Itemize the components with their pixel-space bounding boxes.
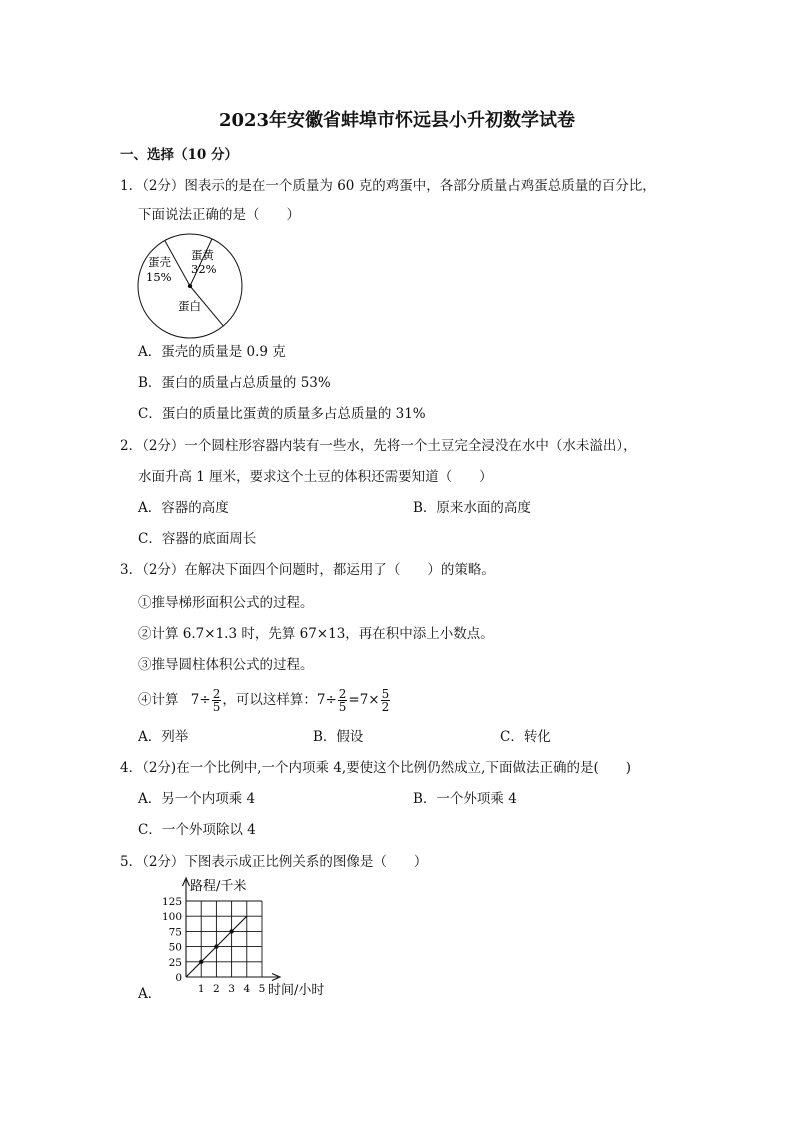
question-1-cont: 下面说法正确的是（ ） [138, 207, 300, 223]
y-tick-label: 75 [168, 926, 182, 939]
question-2-option-c[interactable]: C．容器的底面周长 [138, 531, 257, 547]
question-2-cont: 水面升高 1 厘米，要求这个土豆的体积还需要知道（ ） [138, 469, 493, 485]
question-2-option-b[interactable]: B．原来水面的高度 [413, 500, 531, 516]
question-5-option-a[interactable]: A． [138, 986, 162, 1002]
question-1-lead: 1．（2分）图表示的是在一个质量为 60 克的鸡蛋中，各部分质量占鸡蛋总质量的百分比， [120, 178, 656, 194]
x-tick-label: 4 [243, 983, 251, 995]
pie-label-shell: 蛋壳 [148, 255, 171, 269]
fraction-five-halves: $\frac{5}{2}$ [381, 687, 390, 714]
question-2-option-a[interactable]: A．容器的高度 [138, 500, 229, 516]
pie-center-dot [188, 284, 192, 288]
x-tick-label: 1 [197, 983, 205, 995]
x-tick-label: 5 [258, 983, 266, 995]
question-3-item-3: ③推导圆柱体积公式的过程。 [138, 657, 314, 673]
expr-seven: 7 [190, 692, 200, 708]
question-3-option-c[interactable]: C．转化 [500, 729, 551, 745]
item-4-prefix: ④计算 [138, 692, 179, 708]
question-3-item-2: ②计算 6.7×1.3 时，先算 67×13，再在积中添上小数点。 [138, 626, 494, 642]
question-3-item-1: ①推导梯形面积公式的过程。 [138, 595, 314, 611]
section-heading: 一、选择（10 分） [120, 147, 238, 163]
data-point [214, 944, 218, 948]
question-2-lead: 2．（2分）一个圆柱形容器内装有一些水，先将一个土豆完全浸没在水中（水未溢出）， [120, 438, 637, 454]
fraction-two-fifths: $\frac{2}{5}$ [212, 687, 221, 714]
question-1-option-c[interactable]: C．蛋白的质量比蛋黄的质量多占总质量的 31% [138, 406, 426, 422]
question-3-option-a[interactable]: A．列举 [138, 729, 189, 745]
question-4-option-c[interactable]: C．一个外项除以 4 [138, 822, 256, 838]
pie-label-yolk: 蛋黄 [191, 248, 214, 262]
pie-label-white: 蛋白 [178, 299, 201, 313]
question-4-lead: 4．（2分)在一个比例中,一个内项乘 4,要使这个比例仍然成立,下面做法正确的是( ) [120, 760, 631, 776]
x-tick-label: 3 [228, 983, 235, 995]
chart-x-axis-label: 时间/小时 [268, 983, 325, 997]
y-tick-label: 25 [168, 956, 182, 969]
question-4-option-a[interactable]: A．另一个内项乘 4 [138, 791, 256, 807]
data-point [199, 960, 203, 964]
item-4-mid: ，可以这样算： [222, 692, 317, 708]
y-tick-label: 125 [161, 896, 182, 908]
y-tick-label: 50 [168, 941, 182, 954]
expr-div: ÷ [199, 692, 211, 708]
question-4-option-b[interactable]: B．一个外项乘 4 [413, 791, 517, 807]
question-1-option-a[interactable]: A．蛋壳的质量是 0.9 克 [138, 344, 286, 360]
chart-y-axis-label: 路程/千米 [190, 879, 247, 894]
pie-value-yolk: 32% [191, 262, 217, 276]
y-tick-label: 100 [161, 911, 182, 924]
fraction-two-fifths-2: $\frac{2}{5}$ [338, 687, 347, 714]
question-3-lead: 3．（2分）在解决下面四个问题时，都运用了（ ）的策略。 [120, 562, 495, 578]
page-title: 2023年安徽省蚌埠市怀远县小升初数学试卷 [218, 110, 576, 131]
expr-div-2: ÷ [325, 692, 337, 708]
distance-time-chart [150, 872, 350, 997]
egg-pie-chart [135, 231, 245, 341]
pie-value-shell: 15% [146, 270, 172, 284]
x-tick-label: 2 [213, 983, 220, 995]
data-point [229, 929, 233, 933]
question-1-option-b[interactable]: B．蛋白的质量占总质量的 53% [138, 375, 331, 391]
y-tick-label: 0 [175, 972, 182, 984]
question-3-option-b[interactable]: B．假设 [313, 729, 364, 745]
question-3-item-4 [138, 685, 391, 719]
expr-seven-2: 7 [316, 692, 326, 708]
question-5-lead: 5．（2分）下图表示成正比例关系的图像是（ ） [120, 854, 428, 870]
expr-eq: =7× [348, 692, 380, 708]
